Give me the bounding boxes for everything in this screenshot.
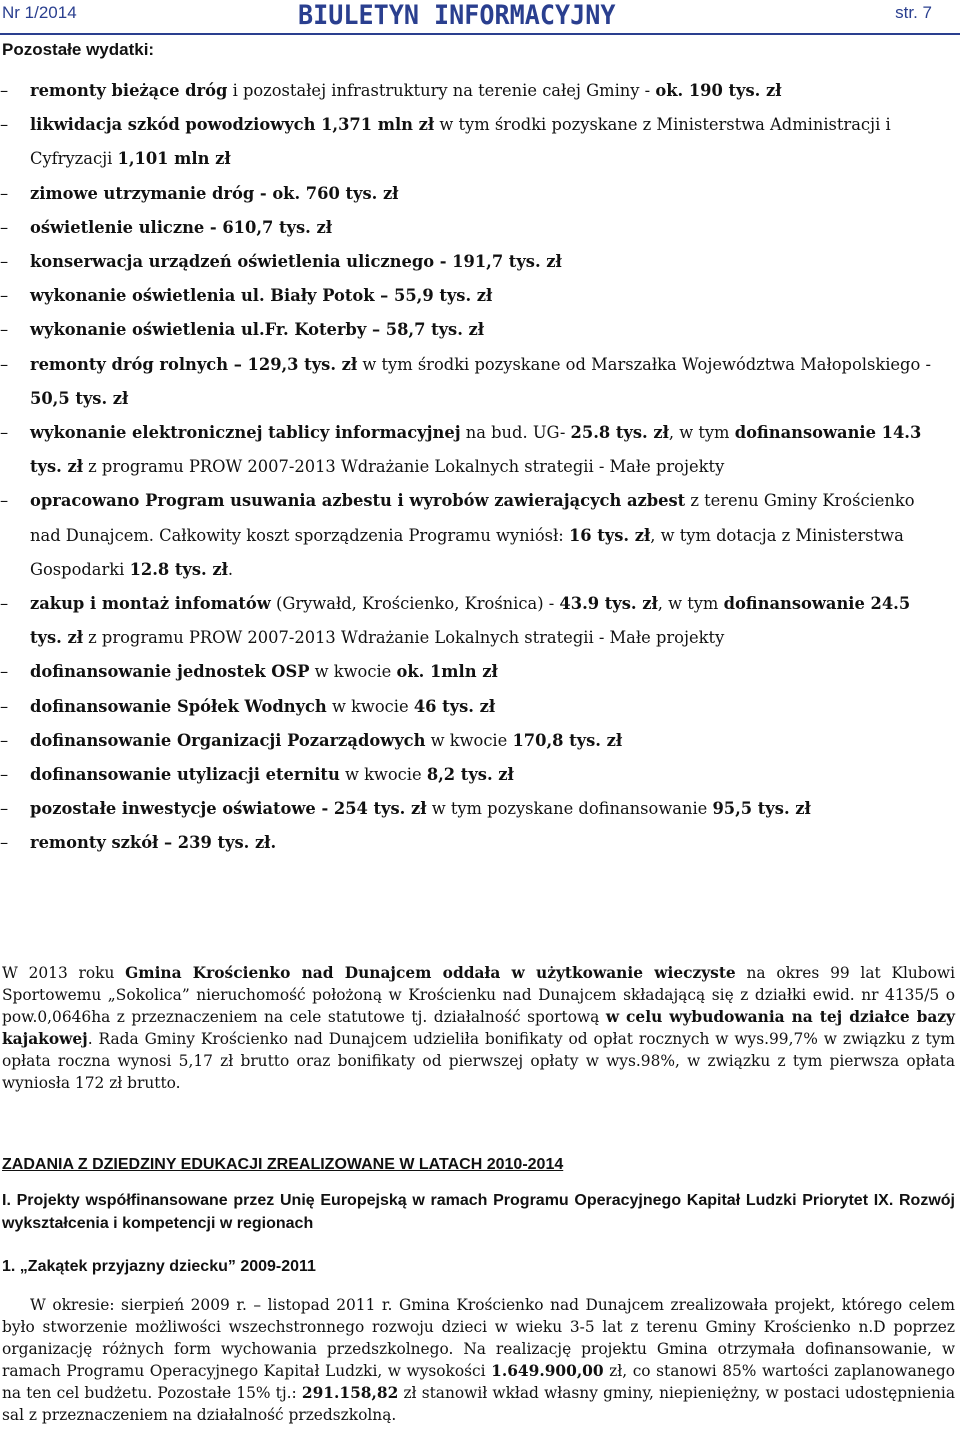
list-item bbox=[0, 279, 935, 313]
list-item-text: dofinansowanie Organizacji Pozarządowych bbox=[30, 730, 426, 750]
dash-bullet-icon: – bbox=[0, 183, 9, 203]
dash-bullet-icon: – bbox=[0, 594, 9, 614]
education-heading: ZADANIA Z DZIEDZINY EDUKACJI ZREALIZOWANE W LATACH 2010-2014 bbox=[2, 1156, 564, 1173]
dash-bullet-icon: – bbox=[0, 423, 9, 443]
list-item bbox=[0, 348, 935, 416]
dash-bullet-icon: – bbox=[0, 765, 9, 785]
list-item-text: w kwocie bbox=[309, 662, 397, 682]
list-item-text: remonty szkół – 239 tys. zł. bbox=[30, 833, 277, 853]
dash-bullet-icon: – bbox=[0, 252, 9, 272]
education-subheading: I. Projekty współfinansowane przez Unię Europejską w ramach Programu Operacyjnego Kapitał Ludzki Priorytet IX. Rozwój wykształcenia i kompetencji w regionach bbox=[2, 1192, 955, 1232]
list-item-text: dofinansowanie utylizacji eternitu bbox=[30, 765, 340, 785]
list-item bbox=[0, 74, 935, 108]
list-item-text: dofinansowanie 14.3 tys. zł bbox=[30, 423, 922, 477]
list-item bbox=[0, 690, 935, 724]
dash-bullet-icon: – bbox=[0, 286, 9, 306]
lease-paragraph-text: w celu wybudowania na tej działce bazy kajakowej bbox=[2, 1008, 956, 1048]
dash-bullet-icon: – bbox=[0, 354, 9, 374]
dash-bullet-icon: – bbox=[0, 833, 9, 853]
list-item-text: remonty bieżące dróg bbox=[30, 81, 228, 100]
list-item-text: w kwocie bbox=[425, 730, 513, 750]
list-item-text: 170,8 tys. zł bbox=[512, 730, 623, 750]
list-item bbox=[0, 211, 935, 245]
lease-paragraph-text: . Rada Gminy Krościenko nad Dunajcem udzieliła bonifikaty od opłat rocznych w wys.99,7% w związku z tym opłata roczna wynosi 5,17 zł brutto oraz bonifikaty od pierwszej opłaty w wys.98%, w związku z tym pierwsza opłata wyniosła 172 zł brutto. bbox=[2, 1030, 955, 1092]
list-item-text: remonty dróg rolnych – 129,3 tys. zł bbox=[30, 354, 358, 374]
list-item-text: (Grywałd, Krościenko, Krośnica) - bbox=[270, 594, 560, 614]
lease-paragraph-text: na okres 99 lat Klubowi Sportowemu „Sokolica” nieruchomość położoną w Krościenku nad Dunajcem składającą się z działki ewid. nr 4135/5 o pow.0,0646ha z przeznaczeniem na cele statutowe tj. działalność sportową bbox=[2, 964, 956, 1026]
list-item-text: pozostałe inwestycje oświatowe - 254 tys. zł bbox=[30, 799, 427, 819]
list-item-text: 12.8 tys. zł bbox=[129, 559, 228, 579]
dash-bullet-icon: – bbox=[0, 81, 9, 100]
dash-bullet-icon: – bbox=[0, 115, 9, 135]
list-item-text: , w tym bbox=[657, 594, 724, 614]
dash-bullet-icon: – bbox=[0, 662, 9, 682]
page-header bbox=[0, 0, 960, 36]
list-item-text: wykonanie oświetlenia ul. Biały Potok – 55,9 tys. zł bbox=[30, 286, 493, 306]
list-item-text: z programu PROW 2007-2013 Wdrażanie Lokalnych strategii - Małe projekty bbox=[83, 457, 725, 477]
list-item-text: zimowe utrzymanie dróg - ok. 760 tys. zł bbox=[30, 183, 399, 203]
list-item-text: . bbox=[227, 559, 234, 579]
list-item-text: konserwacja urządzeń oświetlenia ulicznego - 191,7 tys. zł bbox=[30, 252, 562, 272]
list-item-text: w kwocie bbox=[339, 765, 427, 785]
list-item-text: ok. 1mln zł bbox=[396, 662, 498, 682]
list-item bbox=[0, 826, 935, 860]
bulletin-title: BIULETYN INFORMACYJNY bbox=[298, 0, 616, 31]
dash-bullet-icon: – bbox=[0, 696, 9, 716]
list-item-text: 95,5 tys. zł bbox=[712, 799, 811, 819]
project-paragraph-text: W okresie: sierpień 2009 r. – listopad 2011 r. Gmina Krościenko nad Dunajcem zrealizowała projekt, którego celem było stworzenie możliwości wszechstronnego rozwoju dzieci w wieku 3-5 lat z terenu Gminy Krościenko n.D poprzez organizację różnych form wychowania przedszkolnego. Na realizację projektu Gmina otrzymała dofinansowanie, w ramach Programu Operacyjnego Kapitał Ludzki, w wysokości bbox=[2, 1296, 955, 1380]
list-item bbox=[0, 587, 935, 655]
list-item-text: 50,5 tys. zł bbox=[30, 388, 129, 408]
list-item-text: , w tym bbox=[668, 423, 735, 443]
list-item-text: w tym środki pozyskane z Ministerstwa Administracji i Cyfryzacji bbox=[30, 115, 891, 169]
list-item bbox=[0, 177, 935, 211]
list-item bbox=[0, 108, 935, 176]
page-number: str. 7 bbox=[895, 3, 932, 22]
list-item-text: 43.9 tys. zł bbox=[559, 594, 658, 614]
dash-bullet-icon: – bbox=[0, 320, 9, 340]
list-item-text: oświetlenie uliczne - 610,7 tys. zł bbox=[30, 217, 332, 237]
project-paragraph-text: zł, co stanowi 85% wartości zaplanowanego na ten cel budżetu. Pozostałe 15% tj.: bbox=[2, 1362, 955, 1402]
list-item-text: , w tym dotacja z Ministerstwa Gospodarki bbox=[30, 525, 904, 579]
expenses-list bbox=[0, 74, 960, 861]
list-item bbox=[0, 416, 935, 484]
project-paragraph-text: 291.158,82 bbox=[301, 1384, 399, 1402]
list-item bbox=[0, 245, 935, 279]
list-item-text: 25.8 tys. zł bbox=[570, 423, 669, 443]
list-item-text: w kwocie bbox=[326, 696, 414, 716]
lease-paragraph-text: W 2013 roku bbox=[2, 964, 126, 982]
list-item-text: likwidacja szkód powodziowych 1,371 mln zł bbox=[30, 115, 435, 135]
list-item-text: ok. 190 tys. zł bbox=[655, 81, 782, 100]
section-title: Pozostałe wydatki: bbox=[2, 40, 155, 59]
list-item-text: i pozostałej infrastruktury na terenie całej Gminy - bbox=[227, 81, 656, 100]
list-item-text: z programu PROW 2007-2013 Wdrażanie Lokalnych strategii - Małe projekty bbox=[83, 628, 725, 648]
list-item bbox=[0, 484, 935, 587]
list-item bbox=[0, 724, 935, 758]
list-item-text: wykonanie elektronicznej tablicy informacyjnej bbox=[30, 423, 461, 443]
list-item-text: 8,2 tys. zł bbox=[426, 765, 514, 785]
list-item bbox=[0, 313, 935, 347]
lease-paragraph bbox=[2, 962, 955, 1094]
list-item-text: opracowano Program usuwania azbestu i wyrobów zawierających azbest bbox=[30, 491, 686, 511]
list-item-text: wykonanie oświetlenia ul.Fr. Koterby – 58,7 tys. zł bbox=[30, 320, 485, 340]
dash-bullet-icon: – bbox=[0, 491, 9, 511]
list-item bbox=[0, 792, 935, 826]
project-paragraph-text: 1.649.900,00 bbox=[491, 1362, 604, 1380]
list-item-text: z terenu Gminy Krościenko nad Dunajcem. Całkowity koszt sporządzenia Programu wyniósł: bbox=[30, 491, 915, 545]
dash-bullet-icon: – bbox=[0, 730, 9, 750]
list-item-text: 16 tys. zł bbox=[568, 525, 651, 545]
project-paragraph-text: zł stanowił wkład własny gminy, niepieniężny, w postaci udostępnienia sal z przeznaczeniem na działalność przedszkolną. bbox=[2, 1384, 956, 1424]
list-item bbox=[0, 758, 935, 792]
header-rule bbox=[0, 33, 960, 35]
list-item-text: zakup i montaż infomatów bbox=[30, 594, 271, 614]
list-item bbox=[0, 655, 935, 689]
project-heading: 1. „Zakątek przyjazny dziecku” 2009-2011 bbox=[2, 1258, 316, 1275]
issue-number: Nr 1/2014 bbox=[2, 3, 77, 22]
list-item-text: 1,101 mln zł bbox=[117, 149, 231, 169]
dash-bullet-icon: – bbox=[0, 799, 9, 819]
dash-bullet-icon: – bbox=[0, 217, 9, 237]
project-paragraph bbox=[2, 1294, 955, 1426]
lease-paragraph-text: Gmina Krościenko nad Dunajcem oddała w użytkowanie wieczyste bbox=[125, 964, 736, 982]
list-item-text: w tym środki pozyskane od Marszałka Województwa Małopolskiego - bbox=[357, 354, 931, 374]
list-item-text: dofinansowanie Spółek Wodnych bbox=[30, 696, 327, 716]
list-item-text: 46 tys. zł bbox=[413, 696, 496, 716]
list-item-text: dofinansowanie jednostek OSP bbox=[30, 662, 310, 682]
list-item-text: na bud. UG- bbox=[460, 423, 571, 443]
list-item-text: dofinansowanie 24.5 tys. zł bbox=[30, 594, 911, 648]
list-item-text: w tym pozyskane dofinansowanie bbox=[426, 799, 713, 819]
